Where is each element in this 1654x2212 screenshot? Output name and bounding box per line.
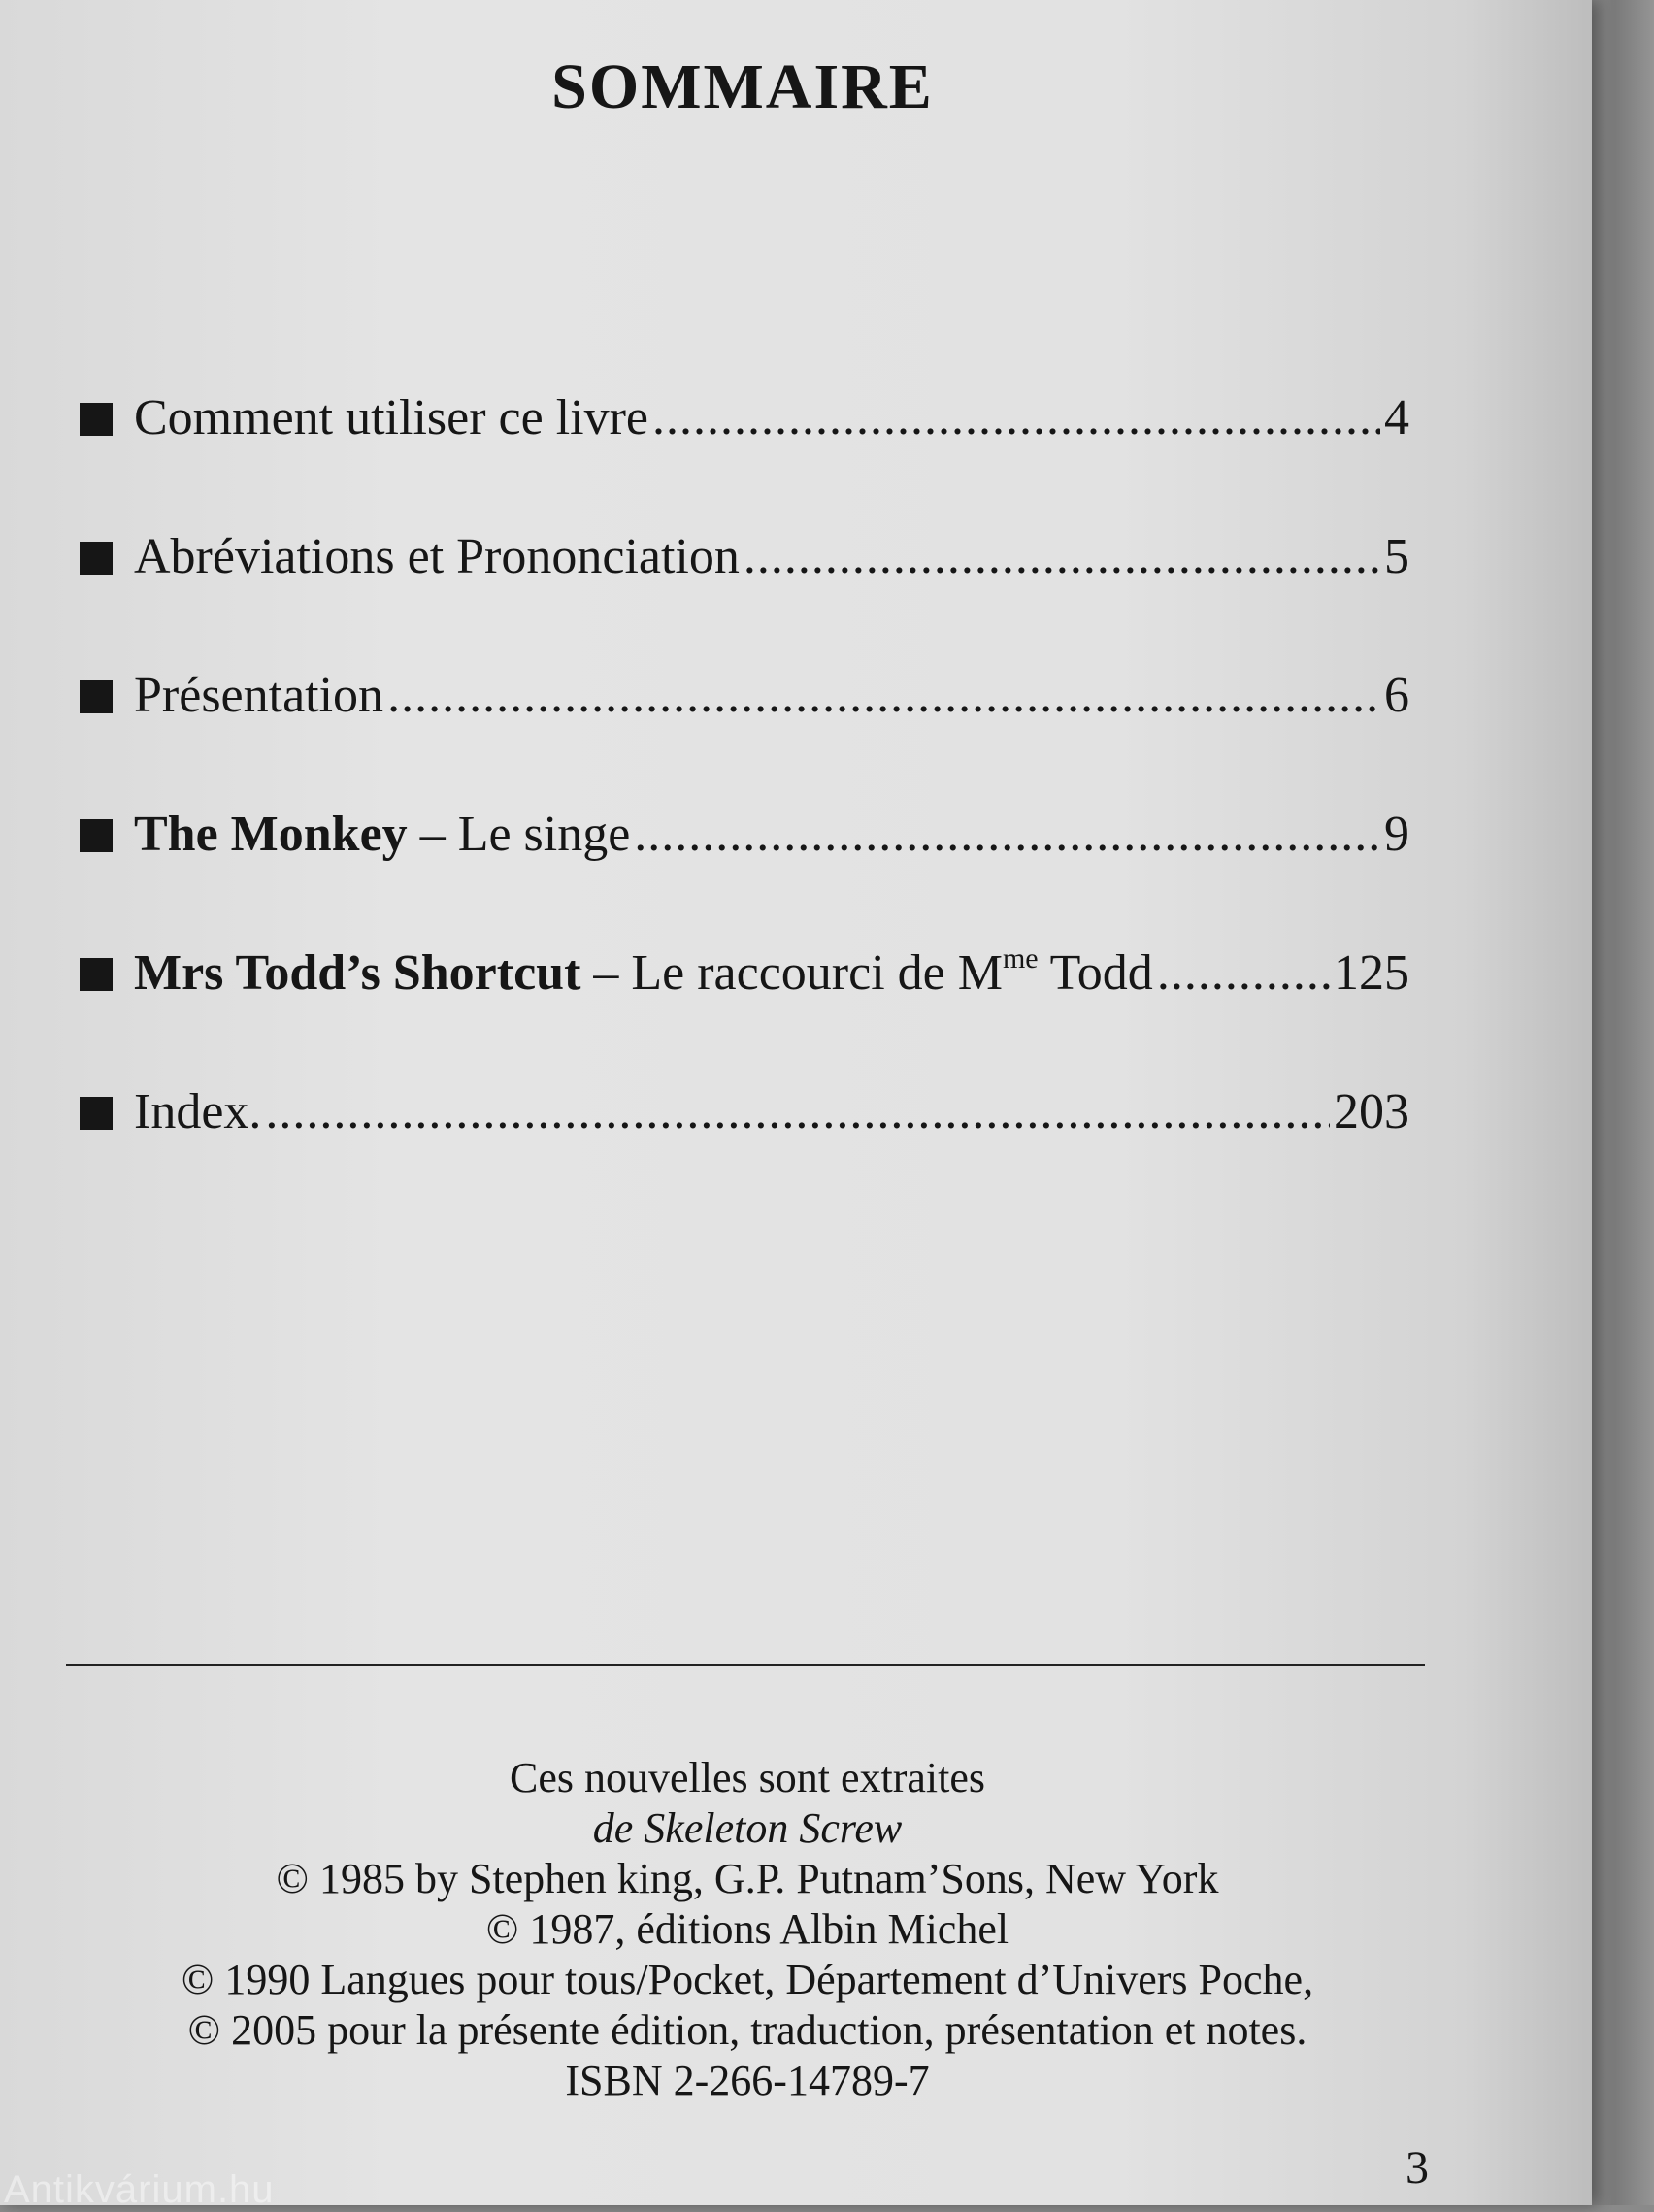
square-bullet-icon [80, 1097, 113, 1130]
story-title-english: Mrs Todd’s Shortcut [134, 945, 581, 1001]
colophon-source-title: de Skeleton Screw [592, 1804, 903, 1852]
toc-item [80, 809, 1409, 948]
dot-leader [634, 809, 1380, 860]
toc-item-label: Abréviations et Prononciation [134, 529, 740, 584]
toc-item-label: Index. [134, 1084, 262, 1139]
toc-item-page: 4 [1384, 390, 1409, 446]
colophon-line: © 1990 Langues pour tous/Pocket, Département d’Univers Poche, [181, 1956, 1314, 2003]
toc-item [80, 1084, 1409, 1226]
colophon-line: © 1987, éditions Albin Michel [485, 1905, 1009, 1953]
isbn: ISBN 2-266-14789-7 [565, 2057, 930, 2104]
table-of-contents [80, 390, 1409, 1226]
toc-item [80, 668, 1409, 809]
dot-leader [744, 532, 1380, 582]
square-bullet-icon [80, 958, 113, 991]
watermark: Antikvárium.hu [4, 2168, 275, 2211]
toc-item-label: Comment utiliser ce livre [134, 390, 648, 446]
story-title-french: – Le raccourci de M [580, 945, 1003, 1001]
toc-item-page: 203 [1334, 1084, 1409, 1139]
square-bullet-icon [80, 542, 113, 575]
toc-item-label [134, 942, 1153, 1001]
toc-item [80, 942, 1409, 1087]
story-title-french-end: Todd [1038, 945, 1153, 1001]
page-number: 3 [1406, 2142, 1429, 2194]
colophon-line: © 2005 pour la présente édition, traduction, présentation et notes. [187, 2006, 1307, 2054]
toc-item-page: 125 [1334, 945, 1409, 1001]
colophon-line: © 1985 by Stephen king, G.P. Putnam’Sons, New York [276, 1855, 1219, 1902]
toc-item-page: 9 [1384, 807, 1409, 862]
dot-leader [265, 1087, 1330, 1138]
toc-item [80, 529, 1409, 671]
toc-item-page: 6 [1384, 668, 1409, 723]
story-title-french: – Le singe [407, 807, 631, 862]
toc-item-label: Présentation [134, 668, 384, 723]
story-title-english: The Monkey [134, 807, 408, 862]
page-title: SOMMAIRE [551, 51, 934, 122]
toc-item-page: 5 [1384, 529, 1409, 584]
square-bullet-icon [80, 403, 113, 436]
superscript-abbrev: me [1002, 942, 1039, 974]
dot-leader [1157, 948, 1330, 999]
horizontal-divider [66, 1664, 1425, 1666]
toc-item-label [134, 809, 630, 860]
toc-item [80, 390, 1409, 532]
square-bullet-icon [80, 819, 113, 852]
colophon [58, 1753, 1437, 2106]
square-bullet-icon [80, 680, 113, 713]
colophon-line: Ces nouvelles sont extraites [509, 1754, 985, 1801]
dot-leader [387, 671, 1380, 721]
dot-leader [652, 393, 1380, 444]
